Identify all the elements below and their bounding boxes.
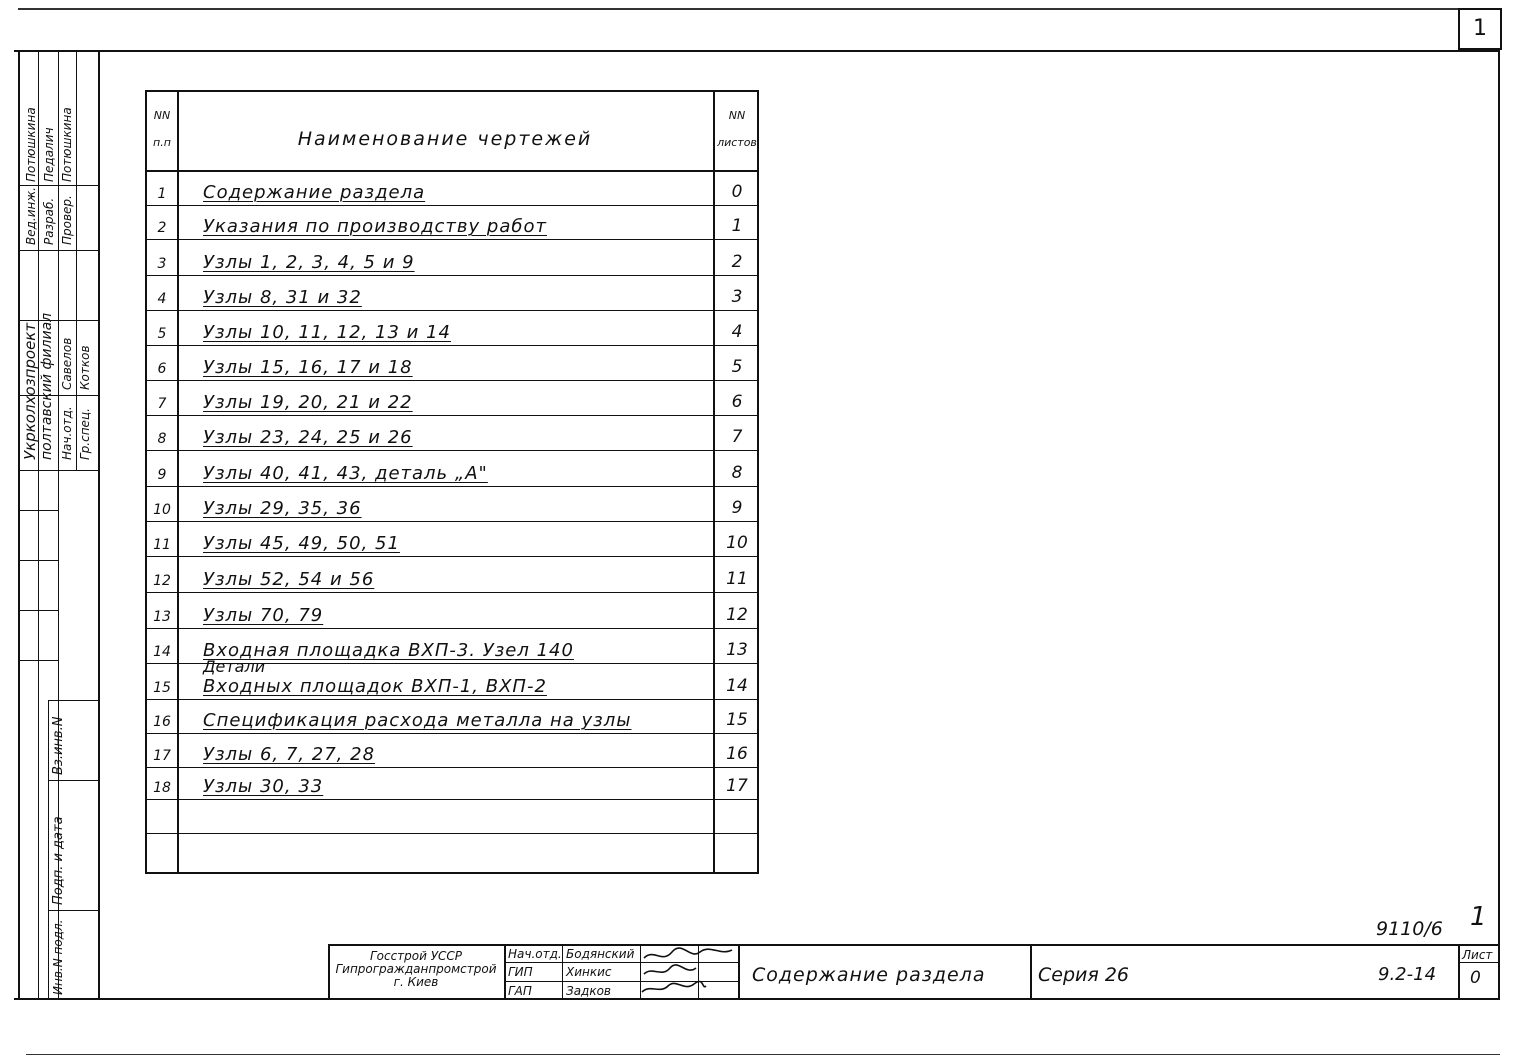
table-row	[145, 416, 759, 451]
row-number: 18	[153, 780, 171, 796]
strip-label-inv-podl: Инв.N подл.	[51, 919, 65, 995]
row-number: 17	[153, 748, 171, 764]
row-sheet: 9	[731, 498, 743, 518]
row-number: 15	[153, 680, 171, 696]
table-empty-row	[145, 800, 759, 834]
row-number: 16	[153, 714, 171, 730]
strip-sep-7	[48, 780, 98, 781]
row-sheet: 7	[731, 427, 743, 447]
strip-role-2: Разраб.	[42, 197, 56, 245]
row-number: 6	[157, 361, 167, 377]
tb-name-2: Хинкис	[566, 965, 612, 979]
tb-org-line-2: Гипрогражданпромстрой	[335, 962, 497, 976]
header-num-label	[148, 108, 176, 150]
tb-org-line-3: г. Киев	[393, 975, 439, 989]
row-sheet: 17	[726, 776, 748, 796]
page-number: 1	[1470, 902, 1487, 932]
tb-name-3: Задков	[566, 984, 612, 998]
table-row	[145, 700, 759, 734]
row-title: Узлы 29, 35, 36	[203, 498, 362, 519]
strip-col-1	[38, 50, 39, 1000]
row-sheet: 13	[726, 640, 748, 660]
strip-sep-2	[18, 510, 58, 511]
tb-col-5	[738, 944, 740, 1000]
row-number: 13	[153, 609, 171, 625]
row-number: 7	[157, 396, 167, 412]
strip-sep-8	[48, 910, 98, 911]
row-title: Узлы 10, 11, 12, 13 и 14	[203, 322, 451, 343]
strip-col-4	[48, 700, 49, 1000]
row-title: Указания по производству работ	[203, 216, 547, 237]
strip-role-4: Нач.отд.	[60, 406, 74, 460]
corner-sheet-number: 1	[1458, 8, 1502, 50]
row-title: Узлы 40, 41, 43, деталь „А"	[203, 463, 488, 484]
tb-col-1	[504, 944, 506, 1000]
tb-series: Серия 26	[1038, 964, 1130, 986]
row-sheet: 1	[731, 216, 743, 236]
top-border-line	[18, 8, 1458, 10]
strip-name-2: Педалич	[42, 127, 56, 182]
tb-org-line-1: Госстрой УССР	[369, 949, 463, 963]
row-title: Узлы 6, 7, 27, 28	[203, 744, 376, 765]
header-sheet-label	[714, 108, 760, 150]
row-title: Узлы 70, 79	[203, 605, 324, 626]
table-row	[145, 487, 759, 522]
strip-edge	[18, 50, 20, 1000]
tb-sheet-value: 0	[1470, 968, 1481, 988]
row-title: Спецификация расхода металла на узлы	[203, 710, 632, 731]
strip-name-1: Потюшкина	[24, 107, 38, 182]
binding-strip	[18, 50, 98, 1000]
tb-sheet-sep	[1458, 962, 1500, 963]
row-title: Содержание раздела	[203, 182, 426, 203]
row-sheet: 0	[731, 182, 743, 202]
header-title: Наименование чертежей	[297, 128, 593, 150]
row-number: 1	[157, 186, 167, 202]
strip-sep-6	[48, 700, 98, 701]
header-num-label-bottom: п.п	[153, 136, 171, 149]
row-sheet: 11	[726, 569, 748, 589]
header-sheet-label-top: NN	[728, 109, 746, 122]
tb-col-7	[1458, 944, 1460, 1000]
row-sheet: 10	[726, 533, 748, 553]
tb-role-3: ГАП	[508, 984, 532, 998]
row-sheet: 15	[726, 710, 748, 730]
doc-number: 9110/6	[1376, 918, 1443, 940]
row-title: Входная площадка ВХП-3. Узел 140	[203, 640, 574, 661]
table-row	[145, 311, 759, 346]
strip-name-5: Котков	[78, 345, 92, 390]
strip-org-line-2: полтавский филиал	[39, 312, 55, 460]
table-row	[145, 451, 759, 487]
strip-label-vz-inv: Вз.инв.N	[51, 716, 66, 775]
row-15-prefix: Детали	[203, 657, 266, 676]
strip-label-podp-data: Подп. и дата	[51, 816, 66, 905]
tb-col-2	[562, 944, 563, 1000]
row-sheet: 16	[726, 744, 748, 764]
row-number: 4	[157, 291, 167, 307]
strip-col-3	[76, 50, 77, 470]
row-sheet: 3	[731, 287, 743, 307]
row-sheet: 14	[726, 676, 748, 696]
row-number: 5	[157, 326, 167, 342]
tb-signatures	[640, 946, 736, 998]
row-number: 3	[157, 256, 167, 272]
row-number: 11	[153, 537, 171, 553]
row-title: Узлы 19, 20, 21 и 22	[203, 392, 413, 413]
strip-role-5: Гр.спец.	[78, 408, 92, 460]
table-row	[145, 381, 759, 416]
strip-name-4: Савелов	[60, 337, 74, 390]
row-sheet: 6	[731, 392, 743, 412]
strip-org-line-1: Укрколхозпроект	[21, 322, 39, 460]
tb-name-1: Бодянский	[566, 947, 635, 961]
tb-sheet-label: Лист	[1462, 948, 1493, 962]
row-title: Входных площадок ВХП-1, ВХП-2	[203, 676, 547, 697]
table-row	[145, 593, 759, 629]
strip-sep-10	[18, 250, 98, 251]
tb-col-6	[1030, 944, 1032, 1000]
table-empty-row	[145, 834, 759, 872]
row-number: 10	[153, 502, 171, 518]
strip-sep-3	[18, 560, 58, 561]
strip-sep-9	[18, 185, 98, 186]
row-number: 8	[157, 431, 167, 447]
header-sheet-label-bottom: листов	[717, 136, 757, 149]
table-row	[145, 172, 759, 206]
row-title: Узлы 23, 24, 25 и 26	[203, 427, 413, 448]
tb-code: 9.2-14	[1378, 964, 1437, 985]
strip-sep-1	[18, 470, 98, 471]
table-row	[145, 768, 759, 800]
row-title: Узлы 45, 49, 50, 51	[203, 533, 400, 554]
row-title: Узлы 15, 16, 17 и 18	[203, 357, 413, 378]
row-title: Узлы 52, 54 и 56	[203, 569, 375, 590]
tb-drawing-title: Содержание раздела	[752, 964, 986, 986]
bottom-trim-line	[26, 1054, 1500, 1055]
table-row	[145, 557, 759, 593]
row-number: 9	[157, 467, 167, 483]
table-row	[145, 240, 759, 276]
row-sheet: 5	[731, 357, 743, 377]
row-number: 2	[157, 220, 167, 236]
row-title: Узлы 8, 31 и 32	[203, 287, 362, 308]
table-row	[145, 276, 759, 311]
strip-role-1: Вед.инж.	[24, 187, 38, 245]
row-sheet: 8	[731, 463, 743, 483]
table-row	[145, 734, 759, 768]
strip-role-3: Провер.	[60, 195, 74, 245]
tb-role-2: ГИП	[508, 965, 533, 979]
tb-role-1: Нач.отд.	[508, 947, 562, 961]
row-title: Узлы 30, 33	[203, 776, 324, 797]
table-row	[145, 346, 759, 381]
row-title: Узлы 1, 2, 3, 4, 5 и 9	[203, 252, 415, 273]
row-sheet: 2	[731, 252, 743, 272]
table-row	[145, 206, 759, 240]
row-number: 14	[153, 644, 171, 660]
row-sheet: 4	[731, 322, 743, 342]
strip-sep-4	[18, 610, 58, 611]
strip-name-3: Потюшкина	[60, 107, 74, 182]
tb-organization	[328, 950, 504, 989]
strip-sep-11	[18, 320, 98, 321]
row-number: 12	[153, 573, 171, 589]
row-sheet: 12	[726, 605, 748, 625]
table-row	[145, 522, 759, 557]
strip-sep-5	[18, 660, 58, 661]
header-num-label-top: NN	[153, 109, 171, 122]
